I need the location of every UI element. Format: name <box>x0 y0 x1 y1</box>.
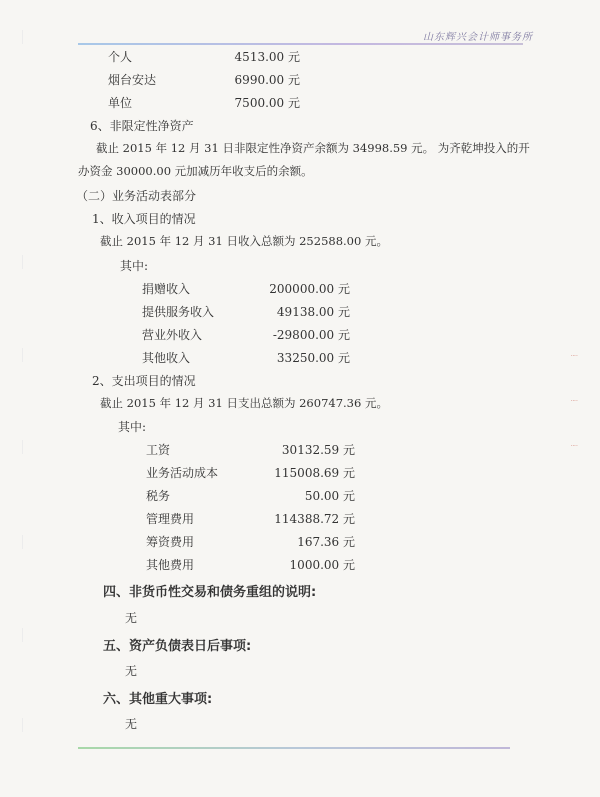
income-item-amount: 33250.00 元 <box>276 351 350 365</box>
binding-mark <box>22 718 28 732</box>
donor-label: 个人 <box>108 50 133 64</box>
expense-item-label: 筹资费用 <box>146 535 195 549</box>
binding-mark <box>22 628 28 642</box>
donor-label: 单位 <box>108 96 133 110</box>
binding-mark <box>22 440 28 454</box>
binding-mark <box>22 30 28 44</box>
footer-rule <box>78 747 510 749</box>
expense-item-label: 业务活动成本 <box>146 466 219 480</box>
section-body: 无 <box>125 717 138 731</box>
stamp-mark: ⁞ <box>567 399 578 402</box>
income-item-label: 捐赠收入 <box>142 282 191 296</box>
donor-amount: 6990.00 元 <box>234 73 300 87</box>
stamp-mark: ⁞ <box>567 444 578 447</box>
firm-name: 山东辉兴会计师事务所 <box>423 32 533 43</box>
among-label: 其中: <box>120 259 149 273</box>
paragraph-line: 办资金 30000.00 元加减历年收支后的余额。 <box>78 164 313 178</box>
section-heading: 6、非限定性净资产 <box>90 119 194 133</box>
income-item-label: 营业外收入 <box>142 328 203 342</box>
income-item-amount: 49138.00 元 <box>276 305 350 319</box>
donor-label: 烟台安达 <box>108 73 157 87</box>
expense-item-label: 管理费用 <box>146 512 195 526</box>
subsection-heading: 1、收入项目的情况 <box>92 212 196 226</box>
binding-mark <box>22 535 28 549</box>
section-heading: 六、其他重大事项: <box>103 692 213 707</box>
section-heading: 五、资产负债表日后事项: <box>103 639 252 654</box>
income-item-label: 其他收入 <box>142 351 191 365</box>
donor-amount: 4513.00 元 <box>234 50 300 64</box>
section-body: 无 <box>125 611 138 625</box>
expense-item-amount: 1000.00 元 <box>289 558 355 572</box>
donor-amount: 7500.00 元 <box>234 96 300 110</box>
binding-mark <box>22 348 28 362</box>
expense-item-label: 其他费用 <box>146 558 195 572</box>
expense-item-label: 税务 <box>146 489 171 503</box>
expense-item-amount: 114388.72 元 <box>274 512 355 526</box>
income-item-label: 提供服务收入 <box>142 305 215 319</box>
header-rule <box>78 43 523 45</box>
expense-item-amount: 167.36 元 <box>297 535 355 549</box>
among-label: 其中: <box>118 420 147 434</box>
paragraph-line: 截止 2015 年 12 月 31 日非限定性净资产余额为 34998.59 元。 为齐乾坤投入的开 <box>96 141 530 155</box>
subsection-heading: 2、支出项目的情况 <box>92 374 196 388</box>
part-heading: （二）业务活动表部分 <box>76 189 197 203</box>
income-item-amount: -29800.00 元 <box>272 328 350 342</box>
expense-item-amount: 115008.69 元 <box>274 466 355 480</box>
summary-line: 截止 2015 年 12 月 31 日收入总额为 252588.00 元。 <box>100 234 388 248</box>
summary-line: 截止 2015 年 12 月 31 日支出总额为 260747.36 元。 <box>100 396 388 410</box>
stamp-mark: ⁞ <box>567 354 578 357</box>
expense-item-amount: 50.00 元 <box>304 489 355 503</box>
income-item-amount: 200000.00 元 <box>269 282 350 296</box>
expense-item-label: 工资 <box>146 443 171 457</box>
section-body: 无 <box>125 664 138 678</box>
section-heading: 四、非货币性交易和债务重组的说明: <box>103 585 317 600</box>
expense-item-amount: 30132.59 元 <box>281 443 355 457</box>
binding-mark <box>22 255 28 269</box>
